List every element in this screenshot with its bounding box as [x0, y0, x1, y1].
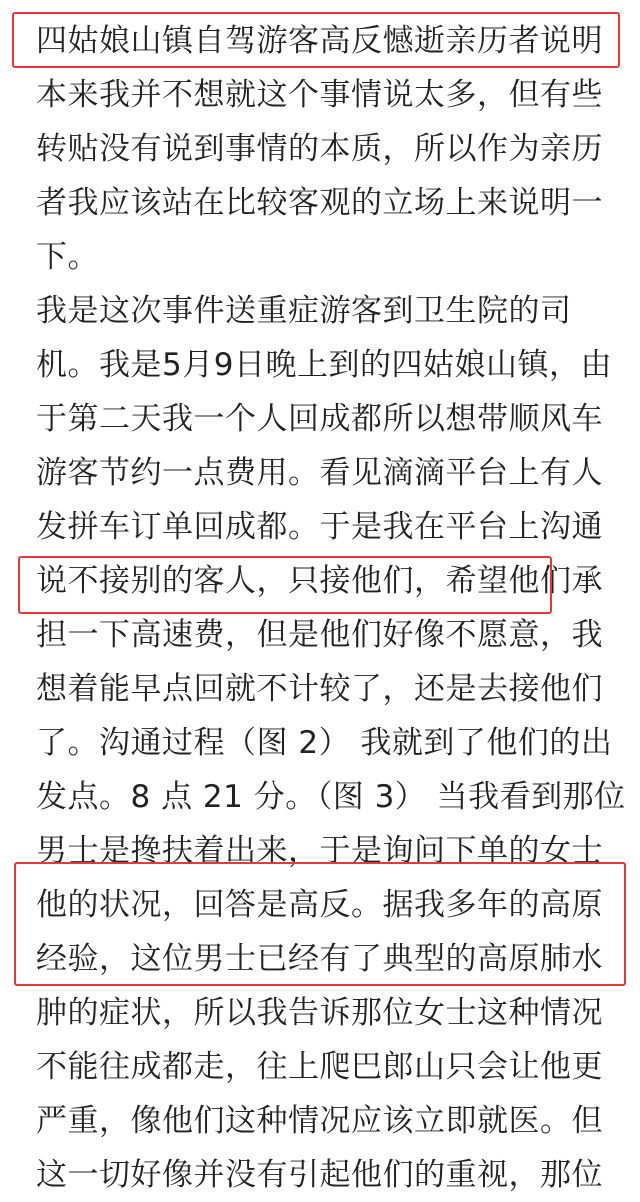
article-title: 四姑娘山镇自驾游客高反憾逝亲历者说明 — [36, 23, 603, 59]
text-line-17: 经验，这位男士已经有了典型的高原肺水 — [36, 941, 603, 977]
text-line-10: 说不接别的客人，只接他们，希望他们承 — [36, 563, 603, 599]
text-line-12: 想着能早点回就不计较了，还是去接他们 — [36, 671, 603, 707]
text-line-9: 发拼车订单回成都。于是我在平台上沟通 — [36, 509, 603, 545]
text-line-21: 这一切好像并没有引起他们的重视，那位 — [36, 1157, 603, 1193]
text-line-7: 于第二天我一个人回成都所以想带顺风车 — [36, 401, 603, 437]
text-line-13: 了。沟通过程（图 2） 我就到了他们的出 — [36, 725, 613, 761]
text-line-3: 者我应该站在比较客观的立场上来说明一 — [36, 185, 603, 221]
text-line-8: 游客节约一点费用。看见滴滴平台上有人 — [36, 455, 603, 491]
text-line-5: 我是这次事件送重症游客到卫生院的司 — [36, 293, 572, 329]
text-line-2: 转贴没有说到事情的本质，所以作为亲历 — [36, 131, 603, 167]
text-line-16: 他的状况，回答是高反。据我多年的高原 — [36, 887, 603, 923]
text-line-20: 严重，像他们这种情况应该立即就医。但 — [36, 1103, 603, 1139]
text-line-1: 本来我并不想就这个事情说太多，但有些 — [36, 77, 603, 113]
text-line-19: 不能往成都走，往上爬巴郎山只会让他更 — [36, 1049, 603, 1085]
text-line-4: 下。 — [36, 239, 99, 275]
text-line-15: 男士是搀扶着出来，于是询问下单的女士 — [36, 833, 603, 869]
text-line-14: 发点。8 点 21 分。（图 3） 当我看到那位 — [36, 779, 626, 815]
text-line-11: 担一下高速费，但是他们好像不愿意，我 — [36, 617, 603, 653]
text-line-18: 肿的症状，所以我告诉那位女士这种情况 — [36, 995, 603, 1031]
text-line-6: 机。我是5月9日晚上到的四姑娘山镇，由 — [36, 347, 612, 383]
